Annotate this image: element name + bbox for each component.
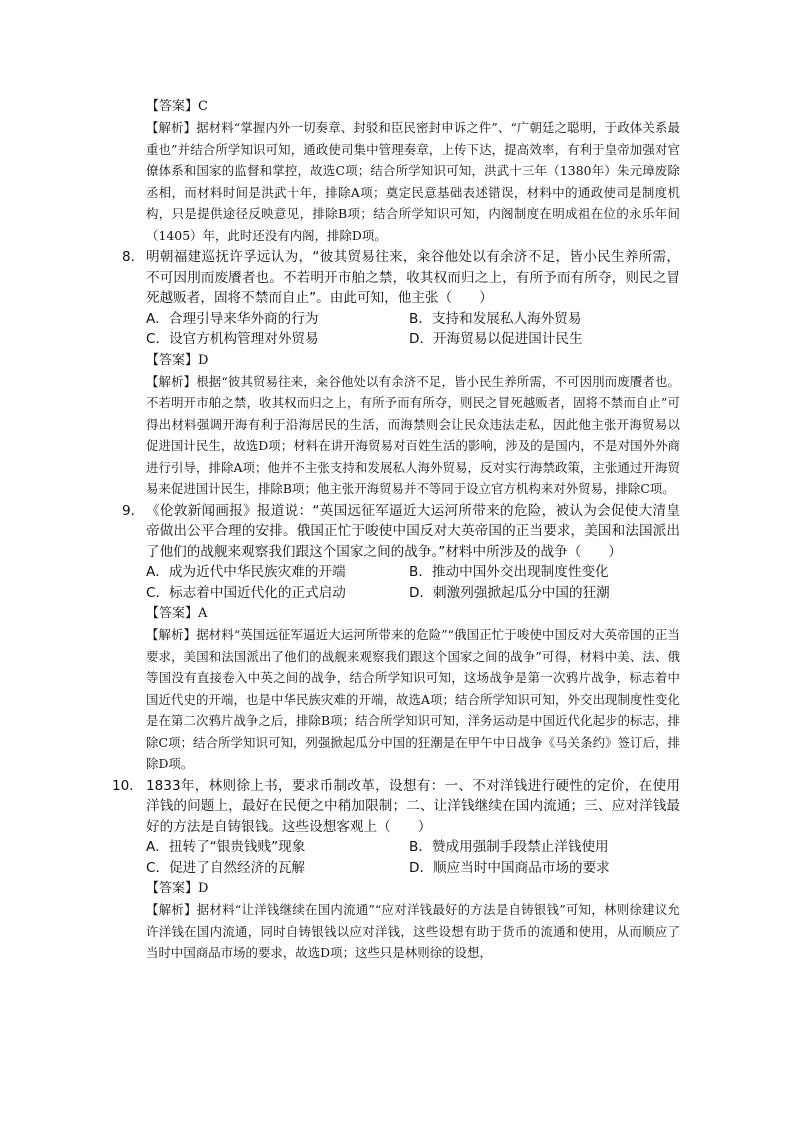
options-list [146, 837, 680, 878]
option-b: B．赞成用强制手段禁止洋钱使用 [409, 839, 609, 855]
option-d: D．顺应当时中国商品市场的要求 [409, 859, 610, 876]
question-10 [112, 776, 680, 838]
question-number: 9． [122, 502, 145, 519]
option-d: D．刺激列强掀起瓜分中国的狂潮 [409, 584, 610, 601]
question-stem: 1833年，林则徐上书，要求币制改革，设想有：一、不对洋钱进行硬性的定价，在使用洋钱的问题上，最好在民便之中稍加限制；二、让洋钱继续在国内流通；三、应对洋钱最好的方法是自铸银钱。这些设想客观上（ ） [146, 777, 680, 835]
page-content [112, 96, 680, 964]
explanation-paragraph: 【解析】据材料“掌握内外一切奏章、封驳和臣民密封申诉之件”、“广朝廷之聪明，于政体关系最重也”并结合所学知识可知，通政使司集中管理奏章，上传下达，提高效率，有利于皇帝加强对官僚体系和国家的监督和掌控，故选C项；结合所学知识可知，洪武十三年（1380年）朱元璋废除丞相，而材料时间是洪武十年，排除A项；奠定民意基础表述错误，材料中的通政使司是制度机构，只是提供途径反映意见，排除B项；结合所学知识可知，内阁制度在明成祖在位的永乐年间（1405）年，此时还没有内阁，排除D项。 [146, 120, 680, 243]
option-b: B．推动中国外交出现制度性变化 [409, 564, 609, 580]
question-8 [122, 247, 680, 309]
question-stem: 明朝福建巡抚许孚远认为，“彼其贸易往来，籴谷他处以有余济不足，皆小民生养所需，不可因刖而废餍者也。不若明开市舶之禁，收其权而归之上，有所予而有所夺，则民之冒死越贩者，固将不禁而自止”。由此可知，他主张（ ） [146, 249, 680, 306]
question-9 [122, 501, 680, 563]
option-a: A．合理引导来华外商的行为 [146, 310, 319, 327]
option-c: C．促进了自然经济的瓦解 [146, 859, 306, 876]
option-a: A．扭转了“银贵钱贱”现象 [146, 839, 306, 855]
options-list [146, 562, 680, 603]
option-a: A．成为近代中华民族灾难的开端 [146, 564, 346, 580]
answer-line: 【答案】A [146, 606, 208, 621]
option-c: C．设官方机构管理对外贸易 [146, 331, 319, 347]
explanation-paragraph: 【解析】根据“彼其贸易往来，籴谷他处以有余济不足，皆小民生养所需，不可因刖而废餍者也。不若明开市舶之禁，收其权而归之上，有所予而有所夺，则民之冒死越贩者，固将不禁而自止”可得出材料强调开海有利于沿海居民的生活，而海禁则会让民众违法走私，因此他主张开海贸易以促进国计民生，故选D项；材料在讲开海贸易对百姓生活的影响，涉及的是国内，不是对国外外商进行引导，排除A项；他并不主张支持和发展私人海外贸易，反对实行海禁政策，主张通过开海贸易来促进国计民生，排除B项；他主张开海贸易并不等同于设立官方机构来对外贸易，排除C项。 [146, 373, 680, 496]
answer-line: 【答案】D [146, 352, 209, 368]
explanation-paragraph: 【解析】据材料“英国远征军逼近大运河所带来的危险”“俄国正忙于唆使中国反对大英帝国的正当要求，美国和法国派出了他们的战舰来观察我们跟这个国家之间的战争”可得，材料中美、法、俄等国没有直接卷入中英之间的战争，结合所学知识可知，这场战争是第一次鸦片战争，标志着中国近代史的开端，也是中华民族灾难的开端，故选A项；结合所学知识可知，外交出现制度性变化是在第二次鸦片战争之后，排除B项；结合所学知识可知，洋务运动是中国近代化起步的标志，排除C项；结合所学知识可知，列强掀起瓜分中国的狂潮是在甲午中日战争《马关条约》签订后，排除D项。 [146, 627, 680, 771]
explanation-paragraph: 【解析】据材料“让洋钱继续在国内流通”“应对洋钱最好的方法是自铸银钱”可知，林则徐建议允许洋钱在国内流通，同时自铸银钱以应对洋钱，这些设想有助于货币的流通和使用，从而顺应了当时中国商品市场的要求，故选D项；这些只是林则徐的设想， [146, 902, 680, 960]
option-d: D．开海贸易以促进国计民生 [409, 331, 583, 347]
option-b: B．支持和发展私人海外贸易 [409, 310, 582, 327]
answer-line: 【答案】C [146, 99, 208, 114]
option-c: C．标志着中国近代化的正式启动 [146, 584, 346, 601]
options-list [146, 309, 680, 350]
question-number: 8． [122, 249, 145, 265]
question-number: 10． [112, 777, 143, 794]
question-stem: 《伦敦新闻画报》报道说：“英国远征军逼近大运河所带来的危险，被认为会促使大清皇帝做出公平合理的安排。俄国正忙于唆使中国反对大英帝国的正当要求，美国和法国派出了他们的战舰来观察我们跟这个国家之间的战争。”材料中所涉及的战争（ ） [146, 502, 680, 560]
answer-line: 【答案】D [146, 881, 209, 896]
